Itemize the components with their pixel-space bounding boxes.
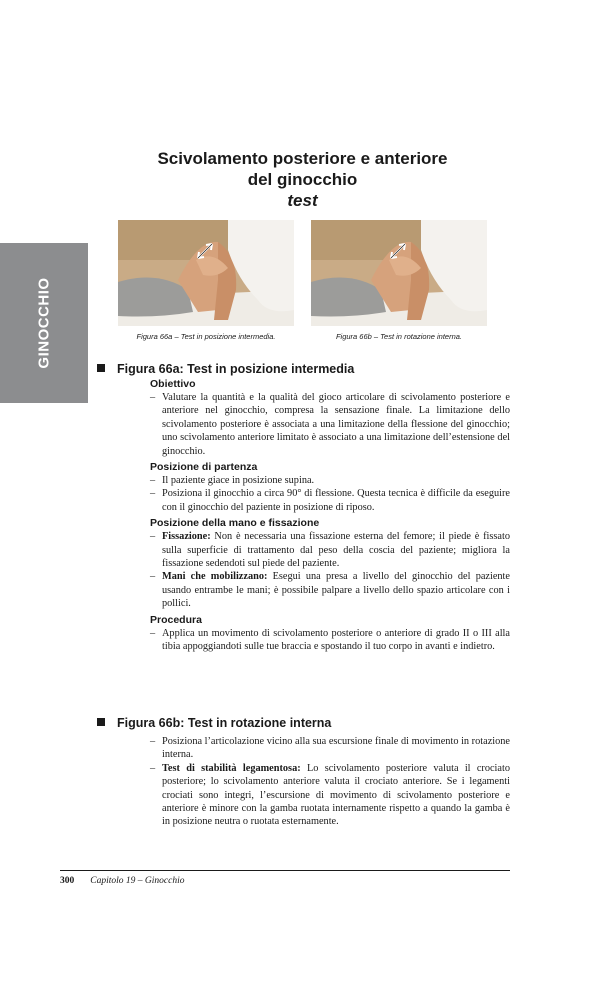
side-tab-label: GINOCCHIO	[35, 277, 53, 369]
obiettivo-item: – Valutare la quantità e la qualità del gioco articolare di scivolamento posteriore e anteriore nel ginocchio, compresa la sensazione finale. La limitazione dello scivolamento posteriore è associata a una limitazione della flessione del ginocchio; uno scivolamento anteriore limitato è associato a una limitazione dell’estensione del ginocchio.	[150, 391, 510, 458]
bullet-square-icon	[97, 718, 105, 726]
figure-66a	[118, 220, 294, 341]
mano-item-fissazione: – Fissazione: Non è necessaria una fissazione esterna del femore; il piede è fissato sulla superficie di trattamento dal peso della coscia del paziente; migliora la fissazione sedendoti sul piede del paziente.	[150, 530, 510, 570]
chapter-label: Capitolo 19 – Ginocchio	[90, 876, 185, 886]
figure-66a-photo	[118, 220, 294, 326]
posizione-item-2: – Posiziona il ginocchio a circa 90° di flessione. Questa tecnica è difficile da eseguire con il ginocchio del paziente in posizione di riposo.	[150, 487, 510, 514]
section-b-body	[150, 735, 510, 829]
title-line-1: Scivolamento posteriore e anteriore	[157, 149, 448, 168]
figure-66b-photo	[311, 220, 487, 326]
figure-66b	[311, 220, 487, 341]
page-title	[100, 148, 505, 211]
mano-item-mobilizzano: – Mani che mobilizzano: Esegui una presa a livello del ginocchio del paziente usando entrambe le mani; è possibile palpare a livello dello spazio articolare con i pollici.	[150, 570, 510, 610]
title-line-2: del ginocchio	[247, 170, 358, 189]
footer-rule	[60, 870, 510, 871]
section-a-title: Figura 66a: Test in posizione intermedia	[97, 362, 354, 376]
section-b-item-1: – Posiziona l’articolazione vicino alla sua escursione finale di movimento in rotazione interna.	[150, 735, 510, 762]
page-footer	[60, 876, 184, 886]
figure-66b-caption: Figura 66b – Test in rotazione interna.	[335, 332, 463, 341]
title-line-3: test	[287, 191, 318, 210]
posizione-item-1: – Il paziente giace in posizione supina.	[150, 474, 510, 487]
chapter-side-tab	[0, 243, 88, 403]
figure-66a-caption: Figura 66a – Test in posizione intermedia.	[136, 332, 276, 341]
heading-mano-fissazione: Posizione della mano e fissazione	[150, 517, 320, 530]
section-a-body	[150, 377, 510, 654]
heading-procedura: Procedura	[150, 613, 202, 626]
procedura-item: – Applica un movimento di scivolamento posteriore o anteriore di grado II o III alla tibia appoggiandoti sulle tue braccia e spostando il tuo corpo in avanti e indietro.	[150, 627, 510, 654]
section-b-title: Figura 66b: Test in rotazione interna	[97, 716, 331, 730]
section-b-item-2: – Test di stabilità legamentosa: Lo scivolamento posteriore valuta il crociato posteriore; lo scivolamento anteriore valuta il crociato anteriore. Se i legamenti crociati sono integri, l’escursione di movimento di scivolamento posteriore e anteriore è minore con la gamba ruotata internamente rispetto a quando la gamba è in posizione neutra o ruotata esternamente.	[150, 762, 510, 829]
heading-posizione-partenza: Posizione di partenza	[150, 461, 258, 474]
heading-obiettivo: Obiettivo	[150, 378, 196, 390]
page-number: 300	[60, 876, 75, 886]
bullet-square-icon	[97, 364, 105, 372]
